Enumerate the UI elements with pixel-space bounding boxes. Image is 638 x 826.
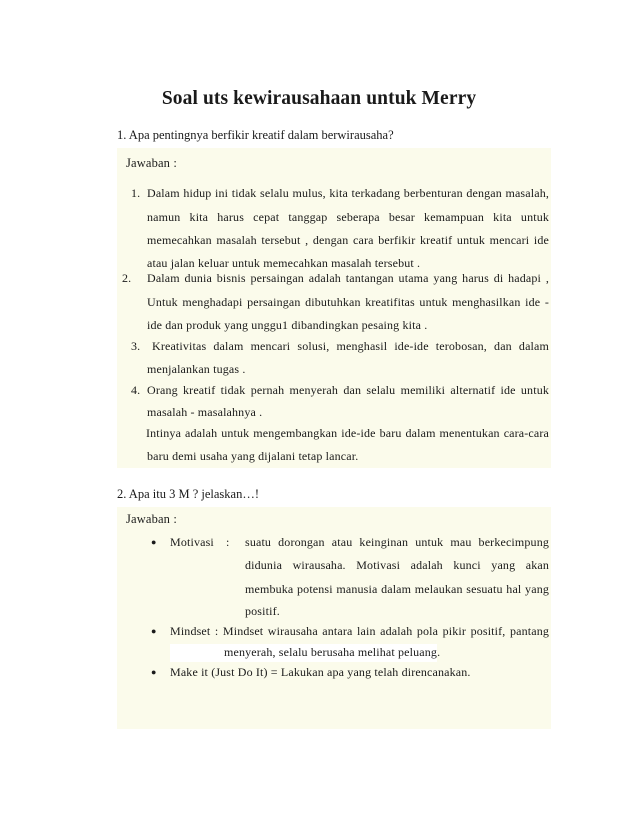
- answer-1-label: Jawaban :: [126, 156, 177, 170]
- item-2-number: 2.: [122, 271, 132, 285]
- item-4-line-1: Orang kreatif tidak pernah menyerah dan selalu memiliki alternatif ide untuk: [147, 383, 549, 397]
- item-4-number: 4.: [131, 383, 141, 397]
- answer-2-label: Jawaban :: [126, 512, 177, 526]
- item-1-line-2: namun kita harus cepat tanggap seberapa besar kemampuan kita untuk: [147, 210, 549, 224]
- item-1-line-1: Dalam hidup ini tidak selalu mulus, kita terkadang berbenturan dengan masalah,: [147, 186, 549, 200]
- item-2-line-3: ide dan produk yang unggu1 dibandingkan pesaing kita .: [147, 318, 428, 332]
- makeit-line: Make it (Just Do It) = Lakukan apa yang telah direncanakan.: [170, 665, 471, 679]
- item-1-line-3: memecahkan masalah tersebut , dengan cara berfikir kreatif untuk mencari ide: [147, 233, 549, 247]
- question-2: 2. Apa itu 3 M ? jelaskan…!: [117, 487, 259, 501]
- item-3-number: 3.: [131, 339, 141, 353]
- mindset-line-1: Mindset : Mindset wirausaha antara lain adalah pola pikir positif, pantang: [170, 624, 549, 638]
- item-3-line-1: Kreativitas dalam mencari solusi, menghasil ide-ide terobosan, dan dalam: [152, 339, 549, 353]
- conclusion-line-1: Intinya adalah untuk mengembangkan ide-ide baru dalam menentukan cara-cara: [146, 426, 549, 440]
- bullet-icon: ●: [151, 667, 157, 677]
- motivasi-line-3: membuka potensi manusia dalam melaukan sesuatu hal yang: [245, 582, 549, 596]
- bullet-icon: ●: [151, 537, 157, 547]
- item-2-line-1: Dalam dunia bisnis persaingan adalah tantangan utama yang harus di hadapi ,: [147, 271, 549, 285]
- motivasi-line-2: didunia wirausaha. Motivasi adalah kunci yang akan: [245, 558, 549, 572]
- item-1-line-4: atau jalan keluar untuk memecahkan masalah tersebut .: [147, 256, 421, 270]
- bullet-icon: ●: [151, 626, 157, 636]
- item-2-line-2: Untuk menghadapi persaingan dibutuhkan kreatifitas untuk menghasilkan ide -: [147, 295, 549, 309]
- item-4-line-2: masalah - masalahnya .: [147, 405, 263, 419]
- document-title: Soal uts kewirausahaan untuk Merry: [161, 88, 477, 109]
- motivasi-separator: :: [226, 535, 230, 549]
- item-1-number: 1.: [131, 186, 141, 200]
- mindset-line-2: menyerah, selalu berusaha melihat peluang.: [224, 645, 441, 659]
- motivasi-term: Motivasi: [170, 535, 214, 549]
- item-3-line-2: menjalankan tugas .: [147, 362, 246, 376]
- question-1: 1. Apa pentingnya berfikir kreatif dalam berwirausaha?: [117, 128, 394, 142]
- conclusion-line-2: baru demi usaha yang dijalani tetap lancar.: [147, 449, 359, 463]
- motivasi-line-1: suatu dorongan atau keinginan untuk mau berkecimpung: [245, 535, 549, 549]
- motivasi-line-4: positif.: [245, 604, 280, 618]
